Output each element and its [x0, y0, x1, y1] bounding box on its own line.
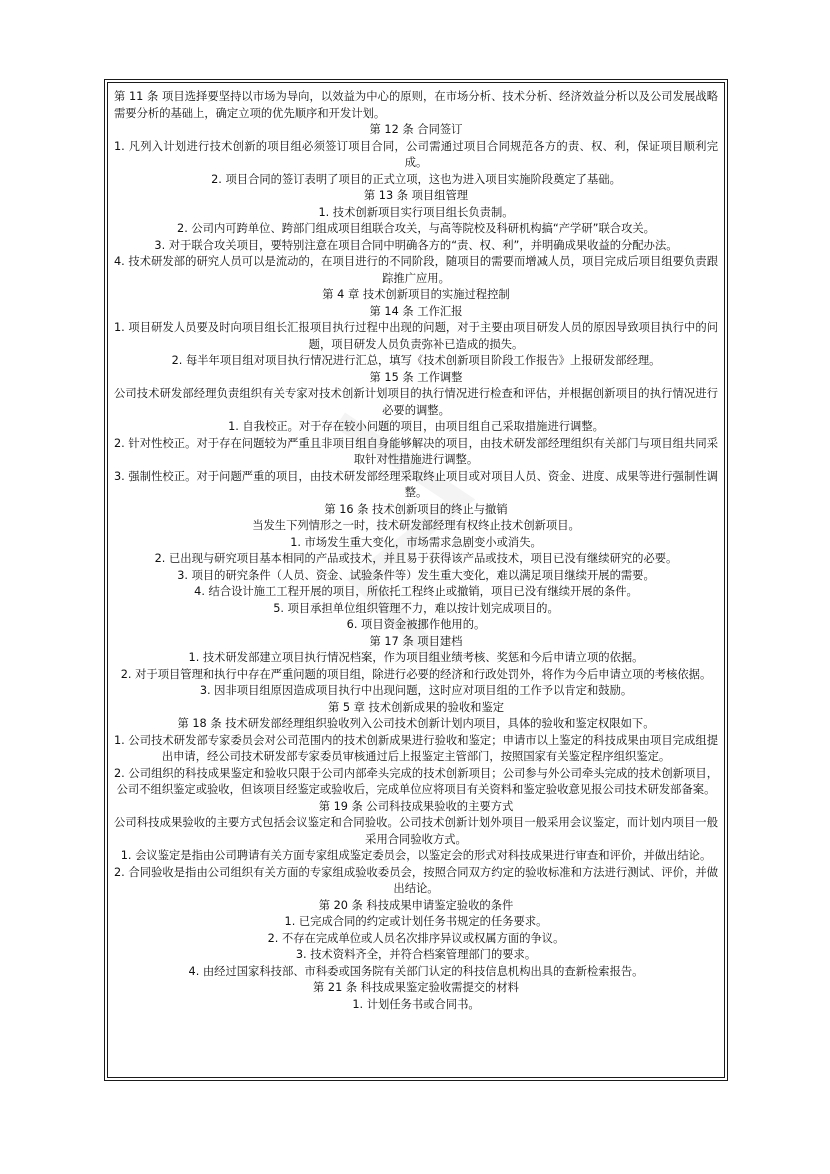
paragraph: 第 15 条 工作调整 — [369, 370, 463, 384]
paragraph: 2. 公司组织的科技成果鉴定和验收只限于公司内部牵头完成的技术创新项目；公司参与外公司牵头完成的技术创新项目，公司不组织鉴定或验收，但该项目经鉴定或验收后，完成单位应将项目有关资料和鉴定验收意见报公司技术研发部备案。 — [114, 766, 718, 796]
paragraph: 6. 项目资金被挪作他用的。 — [346, 618, 486, 631]
paragraph: 2. 公司内可跨单位、跨部门组成项目组联合攻关，与高等院校及科研机构搞“产学研”联合攻关。 — [177, 222, 655, 235]
paragraph: 3. 强制性校正。对于问题严重的项目，由技术研发部经理采取终止项目或对项目人员、资金、进度、成果等进行强制性调整。 — [114, 469, 718, 499]
paragraph: 第 14 条 工作汇报 — [369, 304, 463, 318]
paragraph: 当发生下列情形之一时，技术研发部经理有权终止技术创新项目。 — [252, 519, 580, 532]
paragraph: 3. 因非项目组原因造成项目执行中出现问题，这时应对项目组的工作予以肯定和鼓励。 — [199, 684, 633, 697]
paragraph: 第 17 条 项目建档 — [369, 634, 463, 648]
paragraph: 第 16 条 技术创新项目的终止与撤销 — [324, 502, 508, 516]
paragraph: 第 20 条 科技成果申请鉴定验收的条件 — [318, 898, 514, 912]
paragraph: 4. 由经过国家科技部、市科委或国务院有关部门认定的科技信息机构出具的查新检索报告。 — [188, 964, 644, 978]
paragraph: 第 4 章 技术创新项目的实施过程控制 — [322, 288, 510, 301]
paragraph: 第 18 条 技术研发部经理组织验收列入公司技术创新计划内项目，具体的验收和鉴定权限如下。 — [177, 717, 655, 730]
paragraph: 2. 对于项目管理和执行中存在严重问题的项目组，除进行必要的经济和行政处罚外，将作为今后申请立项的考核依据。 — [120, 667, 712, 681]
paragraph: 第 13 条 项目组管理 — [363, 189, 469, 202]
paragraph: 公司技术研发部经理负责组织有关专家对技术创新计划项目的执行情况进行检查和评估，并根据创新项目的执行情况进行必要的调整。 — [114, 387, 718, 417]
paragraph: 2. 合同验收是指由公司组织有关方面的专家组成验收委员会，按照合同双方约定的验收标准和方法进行测试、评价，并做出结论。 — [114, 865, 718, 895]
paragraph: 第 21 条 科技成果鉴定验收需提交的材料 — [313, 981, 519, 994]
paragraph: 3. 技术资料齐全，并符合档案管理部门的要求。 — [295, 948, 537, 961]
document-body — [108, 83, 724, 1013]
paragraph: 2. 每半年项目组对项目执行情况进行汇总，填写《技术创新项目阶段工作报告》上报研发部经理。 — [171, 354, 661, 367]
paragraph: 1. 技术创新项目实行项目组长负责制。 — [318, 205, 514, 219]
paragraph: 公司科技成果验收的主要方式包括会议鉴定和合同验收。公司技术创新计划外项目一般采用会议鉴定，而计划内项目一般采用合同验收方式。 — [114, 816, 718, 846]
paragraph: 3. 对于联合攻关项目，要特别注意在项目合同中明确各方的“责、权、利”，并明确成果收益的分配办法。 — [154, 238, 678, 252]
paragraph: 2. 项目合同的签订表明了项目的正式立项，这也为进入项目实施阶段奠定了基础。 — [211, 172, 621, 186]
paragraph: 1. 凡列入计划进行技术创新的项目组必须签订项目合同，公司需通过项目合同规范各方的责、权、利，保证项目顺利完成。 — [114, 139, 718, 169]
paragraph: 2. 不存在完成单位或人员名次排序异议或权属方面的争议。 — [267, 931, 565, 945]
paragraph: 1. 计划任务书或合同书。 — [352, 997, 480, 1011]
paragraph: 1. 会议鉴定是指由公司聘请有关方面专家组成鉴定委员会，以鉴定会的形式对科技成果进行审查和评价，并做出结论。 — [120, 849, 712, 862]
paragraph: 第 5 章 技术创新成果的验收和鉴定 — [327, 700, 505, 714]
paragraph: 1. 市场发生重大变化，市场需求急剧变小或消失。 — [290, 535, 542, 549]
paragraph: 2. 已出现与研究项目基本相同的产品或技术，并且易于获得该产品或技术，项目已没有继续研究的必要。 — [154, 552, 678, 565]
paragraph: 1. 技术研发部建立项目执行情况档案，作为项目组业绩考核、奖惩和今后申请立项的依据。 — [188, 651, 644, 664]
paragraph: 第 19 条 公司科技成果验收的主要方式 — [318, 799, 514, 813]
paragraph: 4. 技术研发部的研究人员可以是流动的，在项目进行的不同阶段，随项目的需要而增减人员，项目完成后项目组要负责跟踪推广应用。 — [114, 255, 718, 285]
paragraph: 1. 公司技术研发部专家委员会对公司范围内的技术创新成果进行验收和鉴定；申请市以上鉴定的科技成果由项目完成组提出申请，经公司技术研发部专家委员审核通过后上报鉴定主管部门，按照国家有关鉴定程序组织鉴定。 — [114, 733, 718, 763]
paragraph: 4. 结合设计施工工程开展的项目，所依托工程终止或撤销，项目已没有继续开展的条件。 — [194, 585, 638, 598]
paragraph: 3. 项目的研究条件（人员、资金、试验条件等）发生重大变化，难以满足项目继续开展的需要。 — [177, 568, 655, 582]
paragraph: 1. 已完成合同的约定或计划任务书规定的任务要求。 — [284, 915, 548, 928]
paragraph: 第 11 条 项目选择要坚持以市场为导向，以效益为中心的原则，在市场分析、技术分析、经济效益分析以及公司发展战略需要分析的基础上，确定立项的优先顺序和开发计划。 — [114, 90, 718, 120]
paragraph: 5. 项目承担单位组织管理不力，难以按计划完成项目的。 — [273, 601, 559, 615]
paragraph: 2. 针对性校正。对于存在问题较为严重且非项目组自身能够解决的项目，由技术研发部经理组织有关部门与项目组共同采取针对性措施进行调整。 — [114, 436, 718, 466]
paragraph: 1. 自我校正。对于存在较小问题的项目，由项目组自己采取措施进行调整。 — [228, 420, 604, 433]
paragraph: 第 12 条 合同签订 — [369, 123, 463, 136]
paragraph: 1. 项目研发人员要及时向项目组长汇报项目执行过程中出现的问题，对于主要由项目研发人员的原因导致项目执行中的问题，项目研发人员负责弥补已造成的损失。 — [114, 321, 718, 351]
document-frame — [107, 82, 725, 1078]
